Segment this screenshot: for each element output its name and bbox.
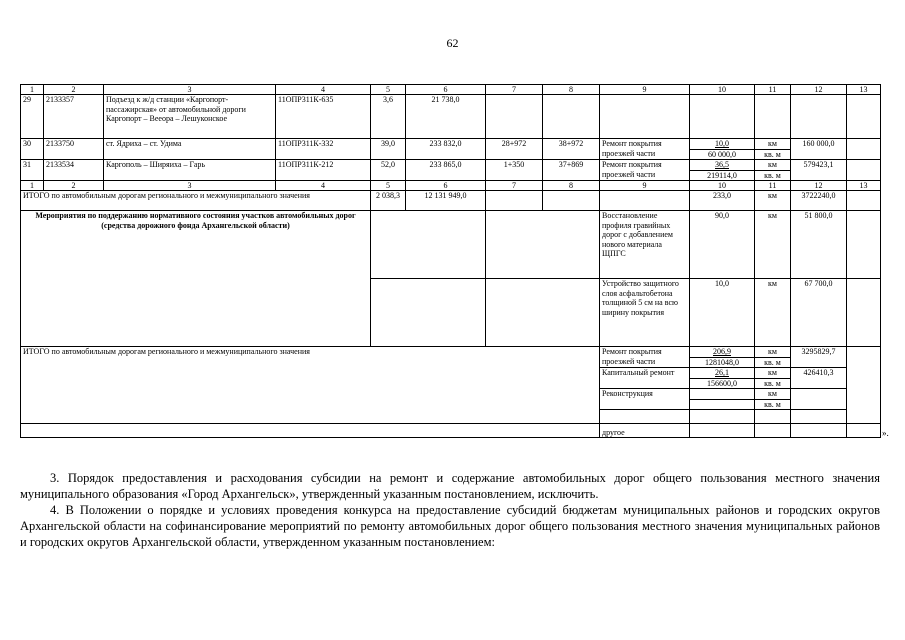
volume-km: 36,5	[690, 160, 755, 171]
total-length: 2 038,3	[371, 191, 406, 211]
volume-sqm: 219114,0	[690, 170, 755, 181]
unit-sqm: кв. м	[755, 170, 791, 181]
road-code: 2133750	[44, 139, 104, 160]
road-length: 3,6	[371, 95, 406, 139]
total-row	[21, 424, 881, 438]
cost: 579423,1	[791, 160, 847, 181]
work-type: Ремонт покрытия проезжей части	[600, 347, 690, 368]
col-number: 13	[847, 181, 881, 191]
road-id: 11ОПР311К-332	[276, 139, 371, 160]
col-number: 7	[486, 85, 543, 95]
column-numbers-row	[21, 85, 881, 95]
total-volume: 233,0	[690, 191, 755, 211]
col-number: 2	[44, 85, 104, 95]
road-length: 52,0	[371, 160, 406, 181]
volume-sqm: 1281048,0	[690, 357, 755, 368]
body-text	[20, 470, 880, 550]
row-number: 30	[21, 139, 44, 160]
page-number: 62	[446, 36, 459, 50]
cost: 67 700,0	[791, 279, 847, 347]
work-type: Устройство защитного слоя асфальтобетона толщиной 5 см на всю ширину покрытия	[600, 279, 690, 347]
col-number: 3	[104, 85, 276, 95]
col-number: 11	[755, 181, 791, 191]
unit-km: км	[755, 160, 791, 171]
col-number: 5	[371, 181, 406, 191]
col-number: 10	[690, 181, 755, 191]
paragraph: 3. Порядок предоставления и расходования субсидии на ремонт и содержание автомобильных дорог общего пользования местного значения муниципального образования «Город Архангельск», утвержденный указанным постановлением, исключить.	[20, 471, 880, 501]
roads-table	[20, 84, 881, 438]
road-sum: 233 865,0	[406, 160, 486, 181]
work-type: Капитальный ремонт	[600, 368, 690, 389]
col-number: 8	[543, 85, 600, 95]
col-number: 4	[276, 85, 371, 95]
work-type: Ремонт покрытия проезжей части	[600, 160, 690, 181]
column-numbers-row	[21, 181, 881, 191]
road-sum: 21 738,0	[406, 95, 486, 139]
total-row	[21, 347, 881, 358]
total-label: ИТОГО по автомобильным дорогам регионального и межмуниципального значения	[21, 191, 371, 211]
road-name: ст. Ядриха – ст. Удима	[104, 139, 276, 160]
road-name: Подъезд к ж/д станции «Каргопорт-пассажирская» от автомобильной дороги Каргопорт – Вееора – Лешуконское	[104, 95, 276, 139]
volume-sqm: 156600,0	[690, 378, 755, 389]
volume-km: 90,0	[690, 211, 755, 279]
km-from: 28+972	[486, 139, 543, 160]
cost: 160 000,0	[791, 139, 847, 160]
col-number: 12	[791, 85, 847, 95]
unit-km: км	[755, 211, 791, 279]
measures-title: Мероприятия по поддержанию нормативного состояния участков автомобильных дорог (средства дорожного фонда Архангельской области)	[21, 211, 371, 347]
total-sum: 12 131 949,0	[406, 191, 486, 211]
work-type: Реконструкция	[600, 389, 690, 410]
volume-km: 206,9	[690, 347, 755, 358]
col-number: 1	[21, 181, 44, 191]
col-number: 11	[755, 85, 791, 95]
volume-sqm: 60 000,0	[690, 149, 755, 160]
unit-km: км	[755, 139, 791, 150]
col-number: 7	[486, 181, 543, 191]
volume-km: 10,0	[690, 139, 755, 150]
col-number: 1	[21, 85, 44, 95]
km-from: 1+350	[486, 160, 543, 181]
col-number: 5	[371, 85, 406, 95]
cost: 51 800,0	[791, 211, 847, 279]
road-name: Каргополь – Ширяиха – Гарь	[104, 160, 276, 181]
road-id: 11ОПР311К-212	[276, 160, 371, 181]
paragraph: 4. В Положении о порядке и условиях проведения конкурса на предоставление субсидий бюджетам муниципальных районов и городских округов Архангельской области на софинансирование мероприятий по ремонту автомобильных дорог общего пользования местного значения муниципальных районов и городских округов Архангельской области, утвержденном указанным постановлением:	[20, 503, 880, 549]
table-row	[21, 95, 881, 139]
km-to: 37+869	[543, 160, 600, 181]
col-number: 12	[791, 181, 847, 191]
road-id: 11ОПР311К-635	[276, 95, 371, 139]
unit-sqm: кв. м	[755, 399, 791, 410]
col-number: 4	[276, 181, 371, 191]
total-label: ИТОГО по автомобильным дорогам регионального и межмуниципального значения	[21, 347, 600, 424]
col-number: 8	[543, 181, 600, 191]
total-row	[21, 191, 881, 211]
col-number: 2	[44, 181, 104, 191]
unit-km: км	[755, 279, 791, 347]
col-number: 6	[406, 181, 486, 191]
row-number: 29	[21, 95, 44, 139]
total-cost: 3722240,0	[791, 191, 847, 211]
road-length: 39,0	[371, 139, 406, 160]
unit-sqm: кв. м	[755, 149, 791, 160]
volume-km: 10,0	[690, 279, 755, 347]
road-code: 2133357	[44, 95, 104, 139]
volume-km: 26,1	[690, 368, 755, 379]
row-number: 31	[21, 160, 44, 181]
closing-quote: ».	[882, 428, 889, 438]
road-code: 2133534	[44, 160, 104, 181]
table-row	[21, 139, 881, 150]
table-row	[21, 160, 881, 171]
road-sum: 233 832,0	[406, 139, 486, 160]
col-number: 9	[600, 85, 690, 95]
measures-row	[21, 211, 881, 279]
unit-km: км	[755, 347, 791, 358]
cost: 3295829,7	[791, 347, 847, 368]
unit-km: км	[755, 389, 791, 400]
unit-sqm: кв. м	[755, 357, 791, 368]
col-number: 10	[690, 85, 755, 95]
unit-sqm: кв. м	[755, 378, 791, 389]
total-unit: км	[755, 191, 791, 211]
col-number: 3	[104, 181, 276, 191]
col-number: 6	[406, 85, 486, 95]
km-to: 38+972	[543, 139, 600, 160]
work-type: другое	[600, 424, 690, 438]
unit-km: км	[755, 368, 791, 379]
work-type: Восстановление профиля гравийных дорог с добавлением нового материала ЩПГС	[600, 211, 690, 279]
col-number: 9	[600, 181, 690, 191]
work-type: Ремонт покрытия проезжей части	[600, 139, 690, 160]
cost: 426410,3	[791, 368, 847, 389]
col-number: 13	[847, 85, 881, 95]
